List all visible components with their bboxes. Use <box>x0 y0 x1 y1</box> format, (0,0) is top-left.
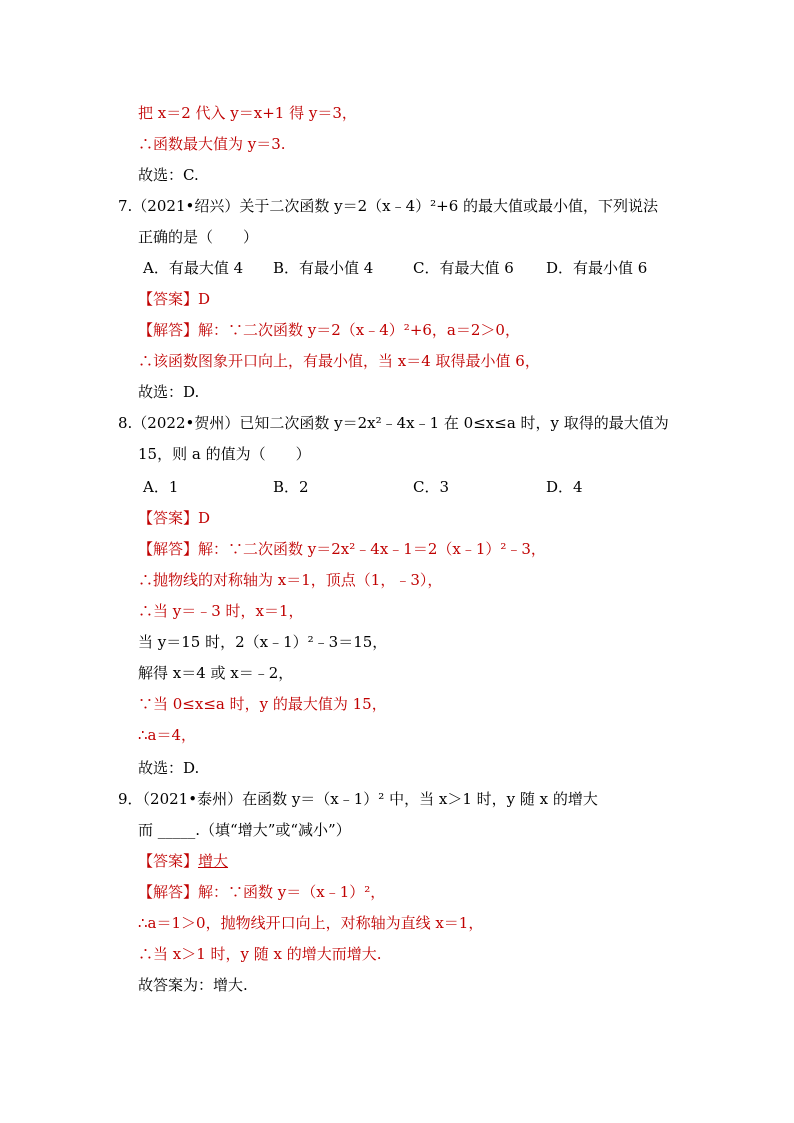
q7-solution-line-2: ∴该函数图象开口向上，有最小值，当 x＝4 取得最小值 6， <box>138 352 540 370</box>
q9-answer <box>138 850 228 872</box>
q8-option-d: D．4 <box>546 478 583 496</box>
q9-solution-tag: 【解答】 <box>138 883 199 901</box>
q7-option-b: B．有最小值 4 <box>273 259 374 277</box>
q8-stem-line-2: 15，则 a 的值为（ ） <box>138 445 311 463</box>
q9-solution-line-3: ∴当 x＞1 时，y 随 x 的增大而增大. <box>138 945 382 963</box>
q8-solution-line-7: ∴a＝4， <box>138 726 197 744</box>
q8-solution-text: 解：∵二次函数 y＝2x²﹣4x﹣1＝2（x﹣1）²﹣3， <box>198 540 546 558</box>
q9-answer-tag: 【答案】 <box>138 852 199 870</box>
q7-option-a: A．有最大值 4 <box>143 259 244 277</box>
q8-option-c: C．3 <box>413 478 450 496</box>
q8-solution-line-2: ∴抛物线的对称轴为 x＝1，顶点（1，﹣3）， <box>138 571 443 589</box>
q8-solution-line-3: ∴当 y＝﹣3 时，x＝1， <box>138 602 304 620</box>
prev-solution-line-3: 故选：C. <box>138 166 199 184</box>
q7-answer-tag: 【答案】 <box>138 290 199 308</box>
q8-stem-line-1: 8.（2022•贺州）已知二次函数 y＝2x²﹣4x﹣1 在 0≤x≤a 时，y 取得的最大值为 <box>118 414 669 432</box>
q8-answer <box>138 507 210 529</box>
q7-solution-tag: 【解答】 <box>138 321 199 339</box>
q9-answer-value: 增大 <box>198 852 229 870</box>
q8-solution-line-1 <box>138 538 546 560</box>
q7-stem-line-2: 正确的是（ ） <box>138 228 259 246</box>
q8-solution-line-4: 当 y＝15 时，2（x﹣1）²﹣3＝15， <box>138 633 388 651</box>
q7-option-d: D．有最小值 6 <box>546 259 648 277</box>
q8-option-a: A．1 <box>143 478 179 496</box>
q7-answer-value: D <box>198 290 211 308</box>
prev-solution-line-1: 把 x＝2 代入 y＝x+1 得 y＝3， <box>138 104 357 122</box>
q9-stem-line-2: 而 _____.（填“增大”或“减小”） <box>138 821 351 839</box>
q9-solution-text: 解：∵函数 y＝（x﹣1）²， <box>198 883 386 901</box>
q9-solution-line-2: ∴a＝1＞0，抛物线开口向上，对称轴为直线 x＝1， <box>138 914 484 932</box>
q7-solution-text: 解：∵二次函数 y＝2（x﹣4）²+6，a＝2＞0， <box>198 321 520 339</box>
q8-answer-tag: 【答案】 <box>138 509 199 527</box>
q9-solution-line-1 <box>138 881 385 903</box>
q8-answer-value: D <box>198 509 211 527</box>
prev-solution-line-2: ∴函数最大值为 y＝3. <box>138 135 286 153</box>
q9-stem-line-1: 9．（2021•泰州）在函数 y＝（x﹣1）² 中，当 x＞1 时，y 随 x 的增大 <box>118 790 598 808</box>
q8-solution-line-8: 故选：D. <box>138 759 200 777</box>
q8-solution-line-5: 解得 x＝4 或 x＝﹣2， <box>138 664 294 682</box>
q8-solution-tag: 【解答】 <box>138 540 199 558</box>
q7-answer <box>138 288 210 310</box>
q7-solution-line-1 <box>138 319 520 341</box>
q8-option-b: B．2 <box>273 478 309 496</box>
q9-solution-line-4: 故答案为：增大. <box>138 976 248 994</box>
q7-stem-line-1: 7.（2021•绍兴）关于二次函数 y＝2（x﹣4）²+6 的最大值或最小值，下列说法 <box>118 197 659 215</box>
q8-solution-line-6: ∵当 0≤x≤a 时，y 的最大值为 15， <box>138 695 387 713</box>
q7-solution-line-3: 故选：D. <box>138 383 200 401</box>
q7-option-c: C．有最大值 6 <box>413 259 514 277</box>
